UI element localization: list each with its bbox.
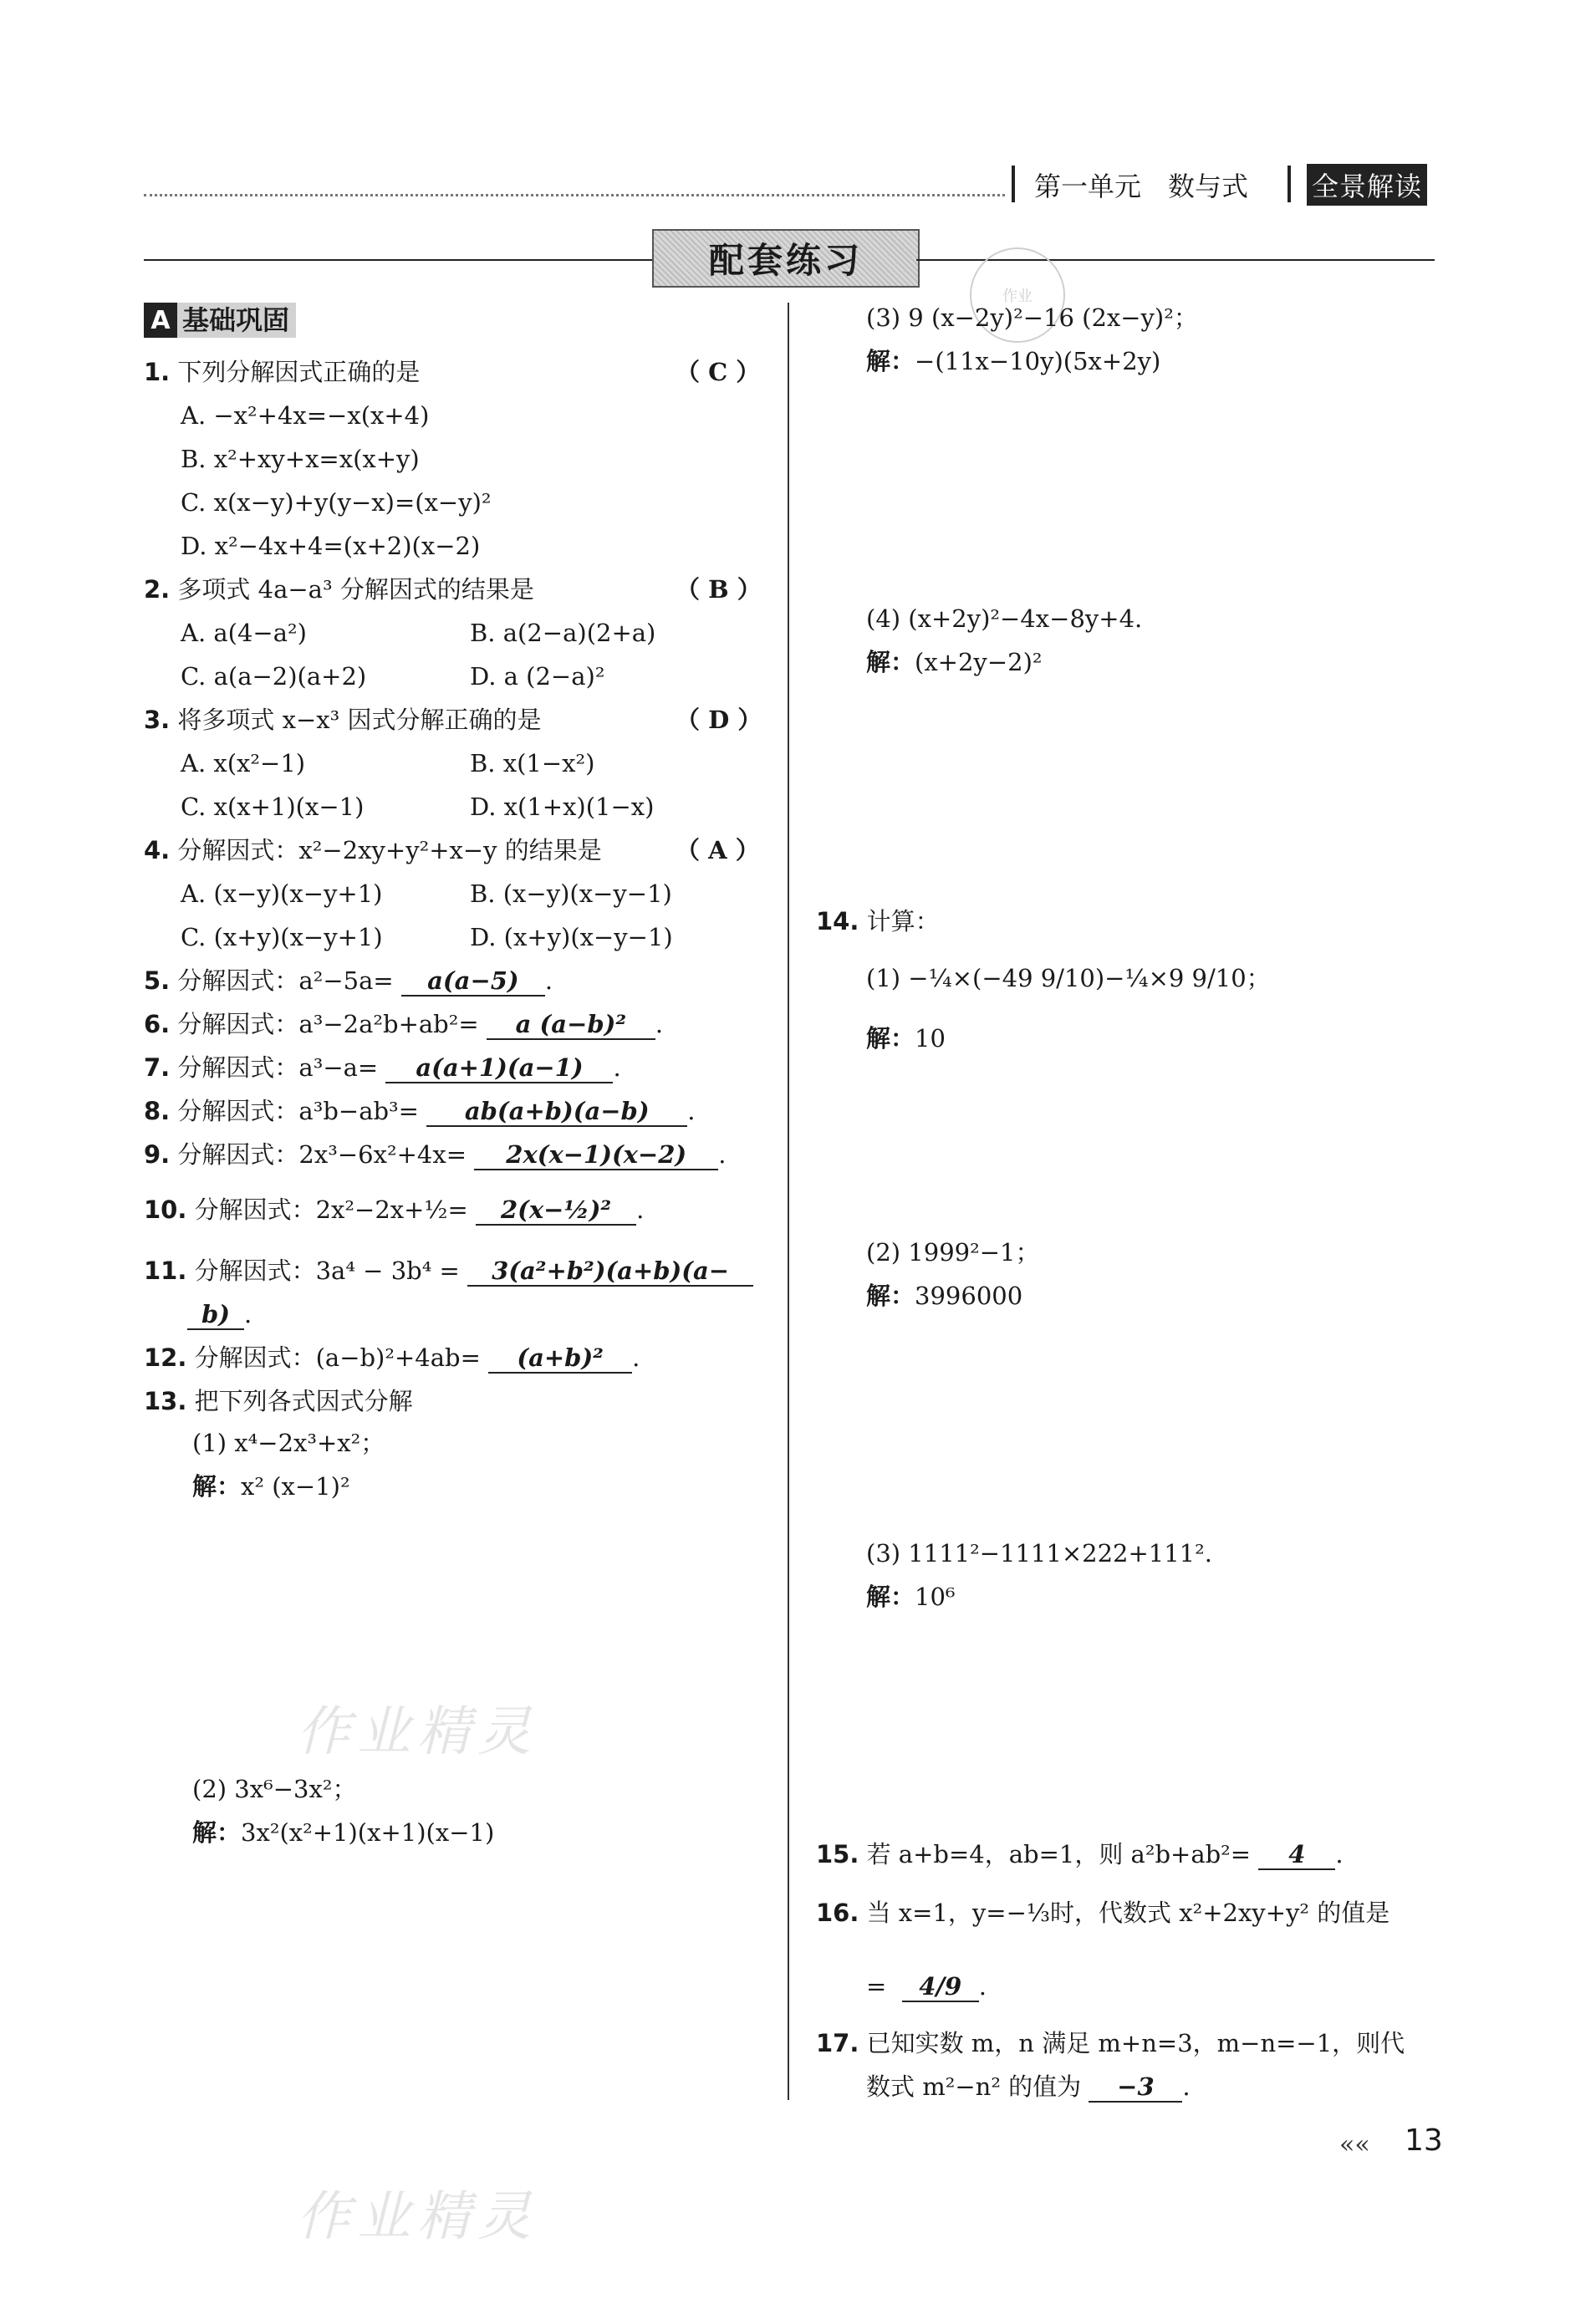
question-13-part-2: (2) 3x⁶−3x²； [192,1775,357,1803]
question-7: 7. 分解因式：a³−a= a(a+1)(a−1) . [144,1053,621,1082]
question-13-solution-2: 解：3x²(x²+1)(x+1)(x−1) [192,1818,495,1847]
question-14: 14. 计算： [816,907,940,935]
question-10: 10. 分解因式：2x²−2x+½= 2(x−½)² . [144,1195,645,1224]
question-8: 8. 分解因式：a³b−ab³= ab(a+b)(a−b) . [144,1097,696,1125]
question-12-blank: (a+b)² [488,1343,632,1374]
header-unit-title: 第一单元 数与式 [1034,171,1249,202]
question-3-option-d: D. x(1+x)(1−x) [470,793,655,821]
question-14-solution-2: 解：3996000 [866,1282,1023,1310]
question-11-blank-cont: b) [187,1300,244,1330]
question-1-option-c: C. x(x−y)+y(y−x)=(x−y)² [181,488,492,517]
page-title: 配套练习 [652,229,920,288]
question-9: 9. 分解因式：2x³−6x²+4x= 2x(x−1)(x−2) . [144,1140,727,1169]
question-1-option-b: B. x²+xy+x=x(x+y) [181,445,420,473]
question-10-blank: 2(x−½)² [476,1195,636,1226]
question-3-option-c: C. x(x+1)(x−1) [181,793,365,821]
question-14-part-1: (1) −¼×(−49 9/10)−¼×9 9/10； [866,964,1271,992]
question-2-option-c: C. a(a−2)(a+2) [181,662,367,691]
page-number: 13 [1405,2123,1443,2158]
section-title: 基础巩固 [177,303,296,338]
question-6-blank: a (a−b)² [487,1010,655,1040]
question-3-option-b: B. x(1−x²) [470,749,595,777]
question-15: 15. 若 a+b=4，ab=1，则 a²b+ab²= 4 . [816,1840,1344,1868]
page-arrow-icon: «« [1339,2130,1370,2159]
header-separator [1288,166,1291,202]
question-13-part-1: (1) x⁴−2x³+x²； [192,1429,385,1457]
question-16-answer-line: = 4/9 . [866,1972,987,2001]
question-13-solution-1: 解：x² (x−1)² [192,1472,350,1501]
question-1-option-d: D. x²−4x+4=(x+2)(x−2) [181,532,481,560]
question-17-blank: −3 [1089,2072,1182,2103]
question-11-cont: b) . [187,1297,252,1331]
question-17: 17. 已知实数 m，n 满足 m+n=3，m−n=−1，则代 [816,2029,1405,2057]
title-rule-left [144,259,652,261]
question-13-part-4: (4) (x+2y)²−4x−8y+4. [866,604,1143,633]
question-13-solution-4: 解：(x+2y−2)² [866,648,1043,676]
question-1: 1. 下列分解因式正确的是 [144,358,421,386]
watermark: 作业精灵 [297,2186,538,2248]
question-16-blank: 4/9 [902,1972,979,2002]
question-3: 3. 将多项式 x−x³ 因式分解正确的是 [144,706,542,734]
question-3-answer: （ D ） [676,706,762,734]
question-7-blank: a(a+1)(a−1) [385,1053,613,1083]
question-2-option-d: D. a (2−a)² [470,662,605,691]
question-1-option-a: A. −x²+4x=−x(x+4) [181,401,430,430]
question-9-blank: 2x(x−1)(x−2) [474,1140,718,1170]
question-5-blank: a(a−5) [401,966,545,997]
question-3-option-a: A. x(x²−1) [181,749,306,777]
question-14-solution-3: 解：10⁶ [866,1583,956,1611]
question-2-option-a: A. a(4−a²) [181,619,307,647]
question-5: 5. 分解因式：a²−5a= a(a−5) . [144,966,553,995]
question-14-solution-1: 解：10 [866,1024,946,1053]
question-8-blank: ab(a+b)(a−b) [426,1097,687,1127]
question-14-part-2: (2) 1999²−1； [866,1238,1040,1267]
question-15-blank: 4 [1258,1840,1335,1870]
question-4-answer: （ A ） [676,836,760,864]
question-4-option-d: D. (x+y)(x−y−1) [470,923,673,951]
question-13: 13. 把下列各式因式分解 [144,1387,413,1415]
question-11: 11. 分解因式：3a⁴ − 3b⁴ = 3(a²+b²)(a+b)(a− [144,1254,753,1287]
question-2-option-b: B. a(2−a)(2+a) [470,619,656,647]
section-heading [144,303,296,338]
question-11-blank: 3(a²+b²)(a+b)(a− [467,1257,753,1287]
column-divider [788,303,789,2100]
question-13-solution-3: 解：−(11x−10y)(5x+2y) [866,347,1161,375]
question-6: 6. 分解因式：a³−2a²b+ab²= a (a−b)² . [144,1010,664,1038]
stamp-mark: 作业 [970,247,1065,343]
question-4: 4. 分解因式：x²−2xy+y²+x−y 的结果是 [144,836,602,864]
section-letter: A [144,303,177,338]
question-14-part-3: (3) 1111²−1111×222+111². [866,1539,1212,1568]
question-4-option-a: A. (x−y)(x−y+1) [181,879,383,908]
question-4-option-b: B. (x−y)(x−y−1) [470,879,672,908]
question-17-cont: 数式 m²−n² 的值为 −3 . [866,2072,1191,2101]
header-separator [1012,166,1015,202]
question-13-part-3: (3) 9 (x−2y)²−16 (2x−y)²； [866,303,1198,332]
header-dotted-rule [144,194,1005,196]
question-1-answer: （ C ） [676,358,761,386]
question-4-option-c: C. (x+y)(x−y+1) [181,923,383,951]
watermark: 作业精灵 [297,1701,538,1763]
question-16: 16. 当 x=1，y=−⅓时，代数式 x²+2xy+y² 的值是 [816,1899,1390,1927]
question-2-answer: （ B ） [676,575,762,604]
header-badge: 全景解读 [1307,164,1427,206]
question-2: 2. 多项式 4a−a³ 分解因式的结果是 [144,575,534,604]
question-12: 12. 分解因式：(a−b)²+4ab= (a+b)² . [144,1343,640,1372]
